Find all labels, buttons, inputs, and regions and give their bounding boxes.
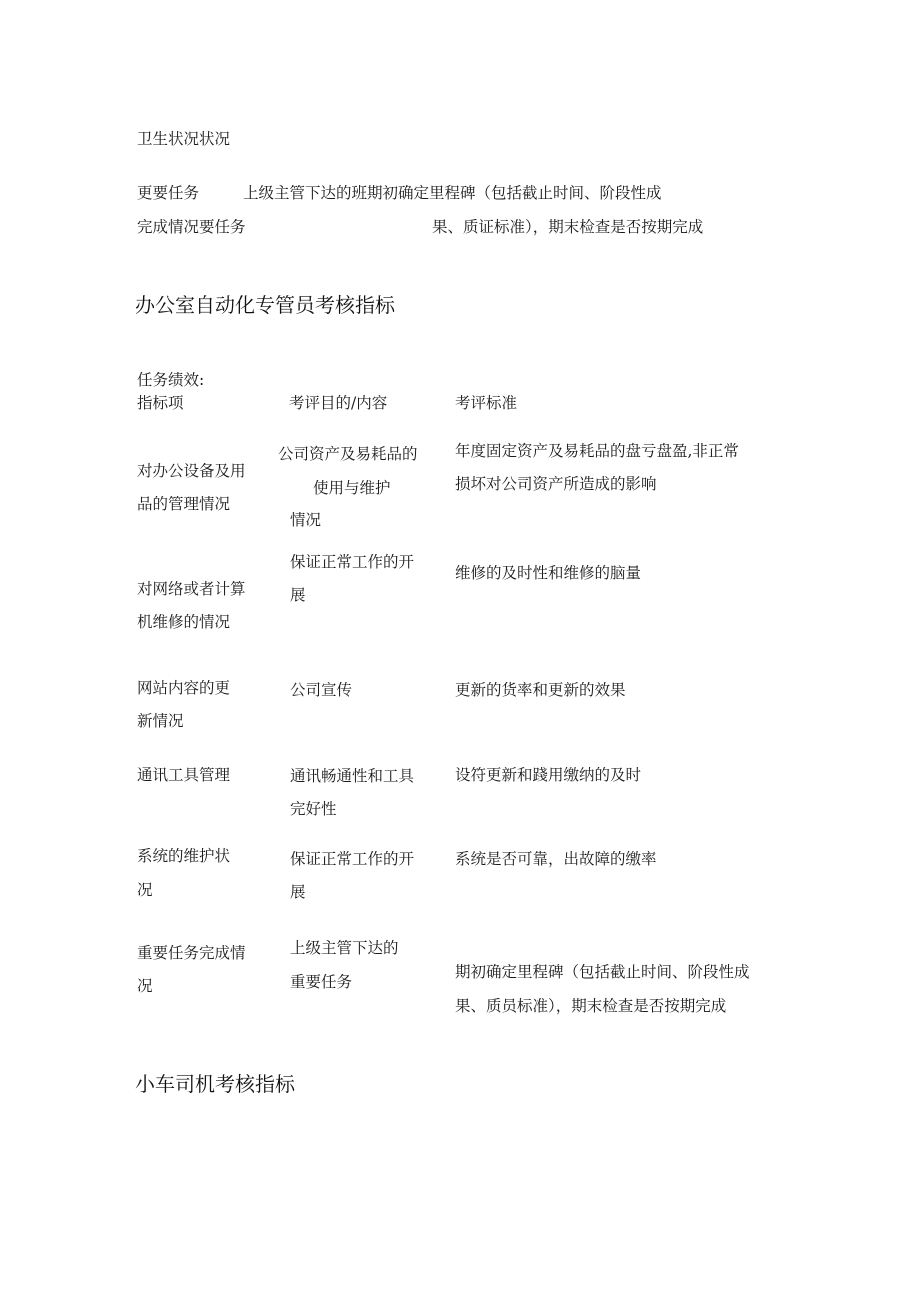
row-purpose-line: 通讯畅通性和工具 [290,767,415,785]
row-standard-line: 更新的货率和更新的效果 [455,681,626,699]
row-purpose-line: 展 [290,586,306,604]
row-purpose-line: 公司宣传 [290,681,353,699]
top-line-1: 卫生状况状况 [137,130,231,148]
section-title-driver: 小车司机考核指标 [135,1072,295,1096]
top-line-3-label: 完成情况要任务 [137,218,246,236]
header-standard: 考评标准 [455,394,518,412]
top-line-2-text: 上级主管下达的班期初确定里程碑（包括截止时间、阶段性成 [243,184,662,202]
row-item-line: 通讯工具管理 [137,766,231,784]
top-line-2-label: 更要任务 [137,184,200,202]
row-standard-line: 果、质员标准），期末检查是否按期完成 [455,997,727,1015]
row-standard-line: 损坏对公司资产所造成的影响 [455,475,657,493]
row-item-line: 机维修的情况 [137,613,231,631]
row-item-line: 网站内容的更 [137,679,231,697]
row-standard-line: 期初确定里程碑（包括截止时间、阶段性成 [455,963,750,981]
row-item-line: 重要任务完成情 [137,944,246,962]
task-performance-label: 任务绩效: [137,371,205,389]
row-purpose-line: 使用与维护 [313,479,391,497]
row-item-line: 系统的维护状 [137,847,231,865]
row-standard-line: 设符更新和踐用缴纳的及时 [455,766,642,784]
row-purpose-line: 重要任务 [290,973,353,991]
row-item-line: 对办公设备及用 [137,462,246,480]
row-purpose-line: 情况 [290,511,322,529]
row-item-line: 况 [137,977,153,995]
row-item-line: 况 [137,881,153,899]
section-title-office-automation: 办公室自动化专管员考核指标 [135,293,395,317]
row-item-line: 对网络或者计算 [137,580,246,598]
row-standard-line: 年度固定资产及易耗品的盘亏盘盈,非正常 [455,442,739,460]
row-standard-line: 维修的及时性和维修的脑量 [455,564,642,582]
row-purpose-line: 上级主管下达的 [290,939,399,957]
row-standard-line: 系统是否可靠，出故障的缴率 [455,850,657,868]
row-item-line: 品的管理情况 [137,495,231,513]
row-purpose-line: 展 [290,883,306,901]
top-line-3-text: 果、质证标准），期末检查是否按期完成 [432,218,704,236]
row-purpose-line: 保证正常工作的开 [290,850,415,868]
row-purpose-line: 完好性 [290,800,337,818]
row-purpose-line: 保证正常工作的开 [290,553,415,571]
row-purpose-line: 公司资产及易耗品的 [278,445,418,463]
header-item: 指标项 [137,394,184,412]
header-purpose: 考评目的/内容 [289,394,388,412]
row-item-line: 新情况 [137,712,184,730]
